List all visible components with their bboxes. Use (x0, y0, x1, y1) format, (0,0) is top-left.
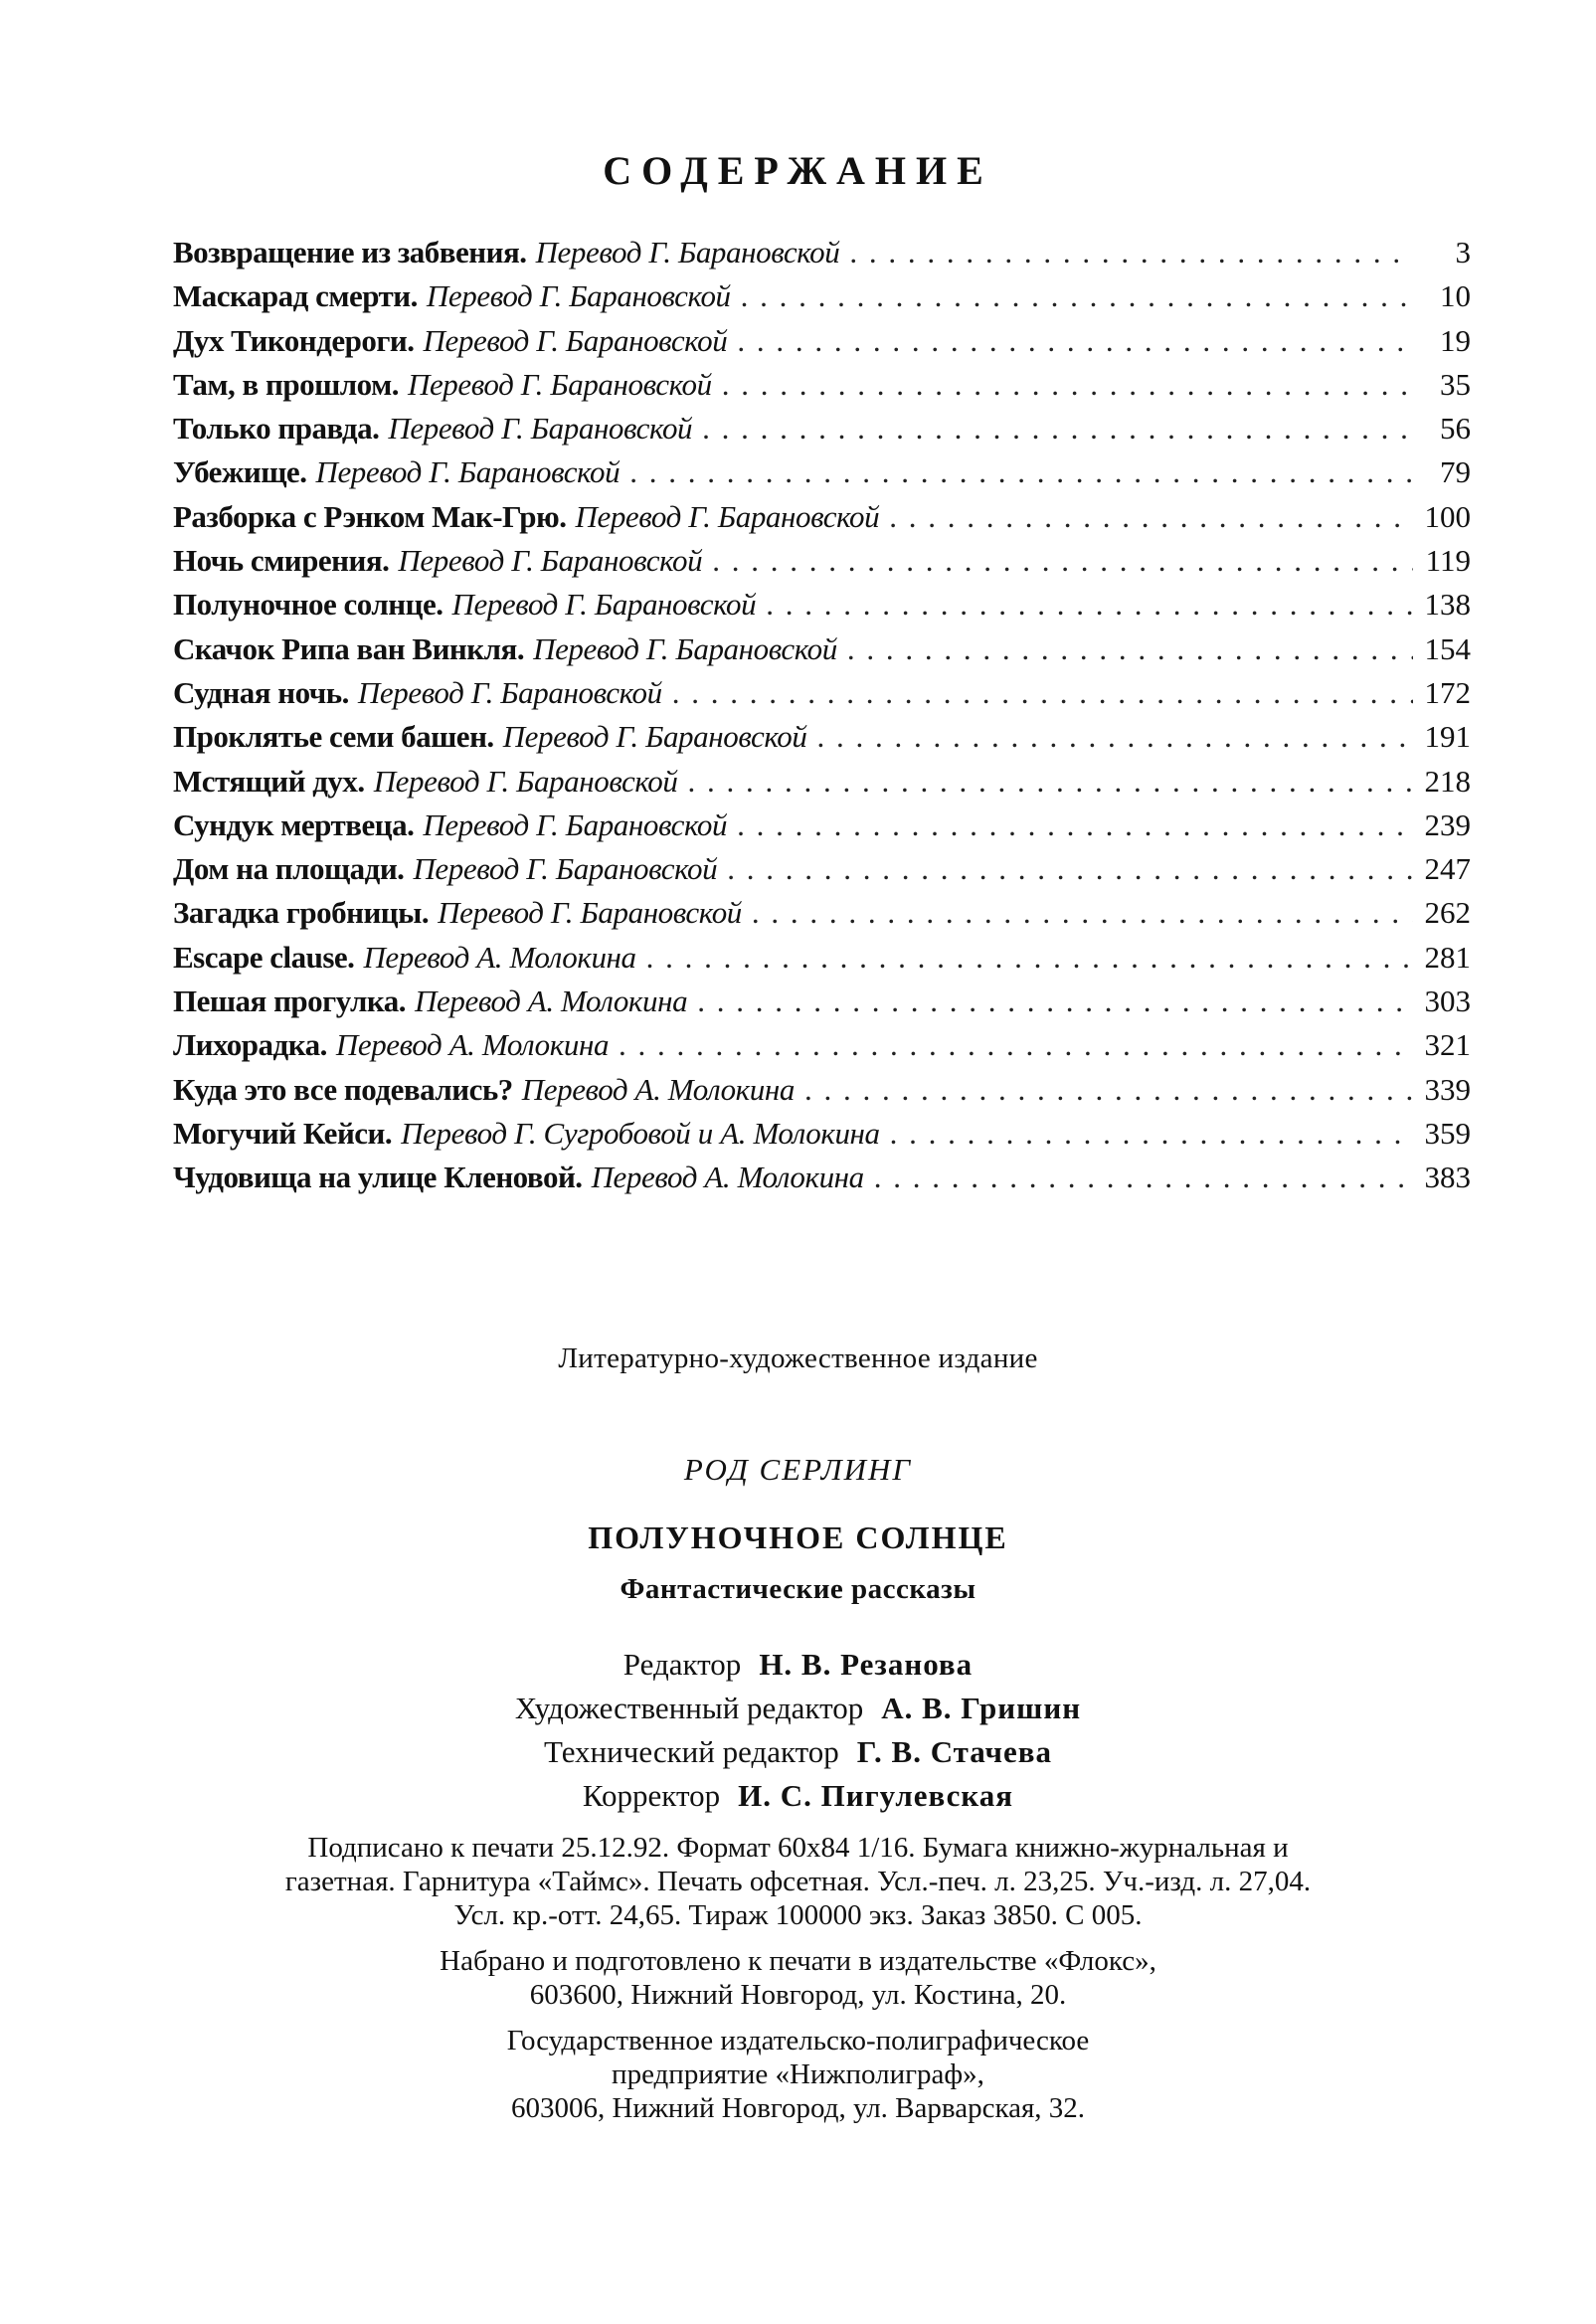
toc-entry-page: 247 (1424, 851, 1471, 887)
toc-entry (173, 980, 1471, 1023)
credit-name: Г. В. Стачева (856, 1734, 1053, 1769)
toc-entry (173, 495, 1471, 539)
toc-entry-title: Куда это все подевались? (173, 1071, 513, 1107)
toc-entry (173, 1112, 1471, 1156)
imprint-line: Набрано и подготовлено к печати в издательстве «Флокс», (440, 1945, 1156, 1977)
credit-role: Корректор (582, 1778, 721, 1813)
imprint-line: газетная. Гарнитура «Таймс». Печать офсетная. Усл.-печ. л. 23,25. Уч.-изд. л. 27,04. (284, 1866, 1312, 1897)
imprint-line: Государственное издательско-полиграфическое (506, 2025, 1090, 2056)
toc-entry (173, 847, 1471, 891)
toc-entry-page: 138 (1424, 587, 1471, 623)
toc-entry-translator: Перевод Г. Барановской (575, 498, 880, 534)
toc-entry-translator: Перевод Г. Барановской (357, 674, 662, 710)
toc-entry-title: Могучий Кейси. (173, 1115, 393, 1151)
toc-entry-translator: Перевод Г. Барановской (373, 763, 678, 799)
toc-entry-title: Проклятье семи башен. (173, 719, 494, 755)
credit-role: Художественный редактор (514, 1691, 864, 1725)
toc-entry-translator: Перевод Г. Барановской (533, 630, 837, 666)
credit-role: Технический редактор (543, 1734, 839, 1769)
toc-entry-page: 303 (1424, 983, 1471, 1019)
toc-entry-translator: Перевод А. Молокина (335, 1027, 610, 1063)
toc-entry-title: Загадка гробницы. (173, 895, 430, 931)
toc-dot-leader (697, 980, 1413, 1023)
toc-dot-leader (889, 495, 1413, 539)
toc-entry (173, 804, 1471, 847)
credit-name: И. С. Пигулевская (738, 1778, 1014, 1813)
toc-entry-title: Ночь смирения. (173, 543, 390, 579)
table-of-contents (173, 231, 1471, 1200)
toc-entry-translator: Перевод А. Молокина (521, 1071, 795, 1107)
toc-entry-title: Маскарад смерти. (173, 278, 418, 314)
toc-entry (173, 407, 1471, 450)
toc-entry (173, 671, 1471, 715)
toc-entry-page: 218 (1424, 763, 1471, 799)
toc-entry-title: Лихорадка. (173, 1027, 327, 1063)
toc-dot-leader (646, 936, 1413, 980)
toc-entry-title: Скачок Рипа ван Винкля. (173, 630, 525, 666)
toc-entry-title: Дом на площади. (173, 851, 405, 887)
toc-dot-leader (847, 627, 1413, 671)
toc-entry-page: 239 (1424, 806, 1471, 842)
toc-entry-title: Разборка с Рэнком Мак-Грю. (173, 498, 567, 534)
toc-entry (173, 363, 1471, 407)
toc-entry-page: 172 (1424, 674, 1471, 710)
toc-entry-translator: Перевод Г. Барановской (407, 366, 712, 402)
author-name: РОД СЕРЛИНГ (683, 1452, 913, 1487)
toc-entry-translator: Перевод Г. Барановской (398, 543, 703, 579)
toc-entry-translator: Перевод А. Молокина (363, 939, 636, 975)
toc-dot-leader (874, 1156, 1413, 1199)
toc-entry-title: Пешая прогулка. (173, 983, 407, 1019)
toc-entry-page: 100 (1424, 498, 1471, 534)
toc-dot-leader (890, 1112, 1413, 1156)
toc-entry-translator: Перевод Г. Барановской (438, 895, 742, 931)
toc-dot-leader (712, 539, 1413, 583)
toc-entry-page: 3 (1455, 235, 1471, 269)
toc-entry-title: Чудовища на улице Кленовой. (173, 1160, 583, 1195)
toc-dot-leader (804, 1068, 1413, 1112)
toc-entry-translator: Перевод Г. Барановской (315, 454, 621, 490)
book-title: ПОЛУНОЧНОЕ СОЛНЦЕ (588, 1520, 1008, 1555)
toc-entry-translator: Перевод Г. Барановской (388, 411, 693, 447)
toc-dot-leader (722, 363, 1413, 407)
toc-entry-translator: Перевод Г. Барановской (535, 235, 840, 269)
toc-entry (173, 715, 1471, 759)
imprint-line: Усл. кр.-отт. 24,65. Тираж 100000 экз. Заказ 3850. С 005. (453, 1899, 1143, 1931)
toc-entry-page: 321 (1424, 1027, 1471, 1063)
toc-entry-title: Только правда. (173, 411, 380, 447)
toc-entry-page: 19 (1440, 322, 1471, 358)
credit-name: А. В. Гришин (881, 1691, 1082, 1725)
toc-entry-translator: Перевод Г. Барановской (451, 587, 757, 623)
toc-dot-leader (766, 583, 1413, 626)
credit-role: Редактор (622, 1647, 742, 1682)
edition-type: Литературно-художественное издание (558, 1342, 1038, 1374)
toc-entry-translator: Перевод Г. Барановской (502, 719, 807, 755)
toc-entry-page: 339 (1424, 1071, 1471, 1107)
toc-entry-title: Escape clause. (173, 939, 355, 975)
imprint-line: Подписано к печати 25.12.92. Формат 60х84 1/16. Бумага книжно-журнальная и (307, 1832, 1289, 1864)
toc-entry-translator: Перевод Г. Барановской (426, 278, 731, 314)
toc-entry-translator: Перевод А. Молокина (591, 1160, 864, 1195)
toc-entry-title: Судная ночь. (173, 674, 349, 710)
toc-entry-translator: Перевод Г. Сугробовой и А. Молокина (401, 1115, 880, 1151)
toc-entry-page: 10 (1440, 278, 1471, 314)
toc-dot-leader (737, 319, 1413, 363)
toc-dot-leader (702, 407, 1413, 450)
toc-entry (173, 1068, 1471, 1112)
contents-heading: СОДЕРЖАНИЕ (603, 148, 993, 193)
toc-entry-page: 56 (1440, 411, 1471, 447)
toc-entry (173, 1156, 1471, 1199)
toc-entry-translator: Перевод Г. Барановской (423, 806, 728, 842)
toc-entry-page: 154 (1424, 630, 1471, 666)
toc-entry (173, 539, 1471, 583)
toc-entry (173, 936, 1471, 980)
toc-dot-leader (687, 760, 1413, 804)
toc-dot-leader (816, 715, 1413, 759)
toc-entry-title: Возвращение из забвения. (173, 235, 527, 269)
toc-entry-page: 359 (1424, 1115, 1471, 1151)
toc-dot-leader (752, 891, 1413, 935)
toc-entry (173, 583, 1471, 626)
toc-entry-title: Там, в прошлом. (173, 366, 399, 402)
toc-entry (173, 627, 1471, 671)
imprint-line: 603600, Нижний Новгород, ул. Костина, 20. (529, 1979, 1067, 2011)
imprint-line: 603006, Нижний Новгород, ул. Варварская, 32. (510, 2092, 1086, 2124)
toc-entry-translator: Перевод Г. Барановской (423, 322, 728, 358)
toc-dot-leader (849, 231, 1413, 274)
toc-entry-title: Дух Тикондероги. (173, 322, 415, 358)
toc-entry (173, 450, 1471, 494)
toc-entry (173, 231, 1471, 274)
credit-tech-editor (0, 1734, 1596, 1770)
toc-dot-leader (619, 1023, 1413, 1067)
toc-entry-page: 262 (1424, 895, 1471, 931)
toc-entry-page: 281 (1424, 939, 1471, 975)
credit-corrector (0, 1778, 1596, 1814)
credit-editor (0, 1647, 1596, 1683)
toc-entry-page: 35 (1440, 366, 1471, 402)
toc-entry-page: 191 (1424, 719, 1471, 755)
credit-art-editor (0, 1691, 1596, 1726)
toc-entry (173, 319, 1471, 363)
toc-entry-page: 383 (1424, 1160, 1471, 1195)
book-subtitle: Фантастические рассказы (620, 1573, 976, 1605)
toc-entry-title: Полуночное солнце. (173, 587, 443, 623)
toc-entry-page: 119 (1425, 543, 1471, 579)
toc-dot-leader (741, 274, 1413, 318)
toc-entry (173, 1023, 1471, 1067)
toc-entry (173, 274, 1471, 318)
toc-dot-leader (737, 804, 1413, 847)
toc-dot-leader (672, 671, 1413, 715)
toc-dot-leader (629, 450, 1413, 494)
toc-entry-title: Убежище. (173, 454, 307, 490)
imprint-line: предприятие «Нижполиграф», (612, 2058, 984, 2090)
toc-entry-title: Сундук мертвеца. (173, 806, 415, 842)
toc-entry (173, 891, 1471, 935)
credit-name: Н. В. Резанова (759, 1647, 974, 1682)
toc-entry-title: Мстящий дух. (173, 763, 365, 799)
toc-entry-translator: Перевод Г. Барановской (413, 851, 718, 887)
toc-entry-translator: Перевод А. Молокина (415, 983, 688, 1019)
toc-entry-page: 79 (1440, 454, 1471, 490)
toc-entry (173, 760, 1471, 804)
toc-dot-leader (727, 847, 1413, 891)
